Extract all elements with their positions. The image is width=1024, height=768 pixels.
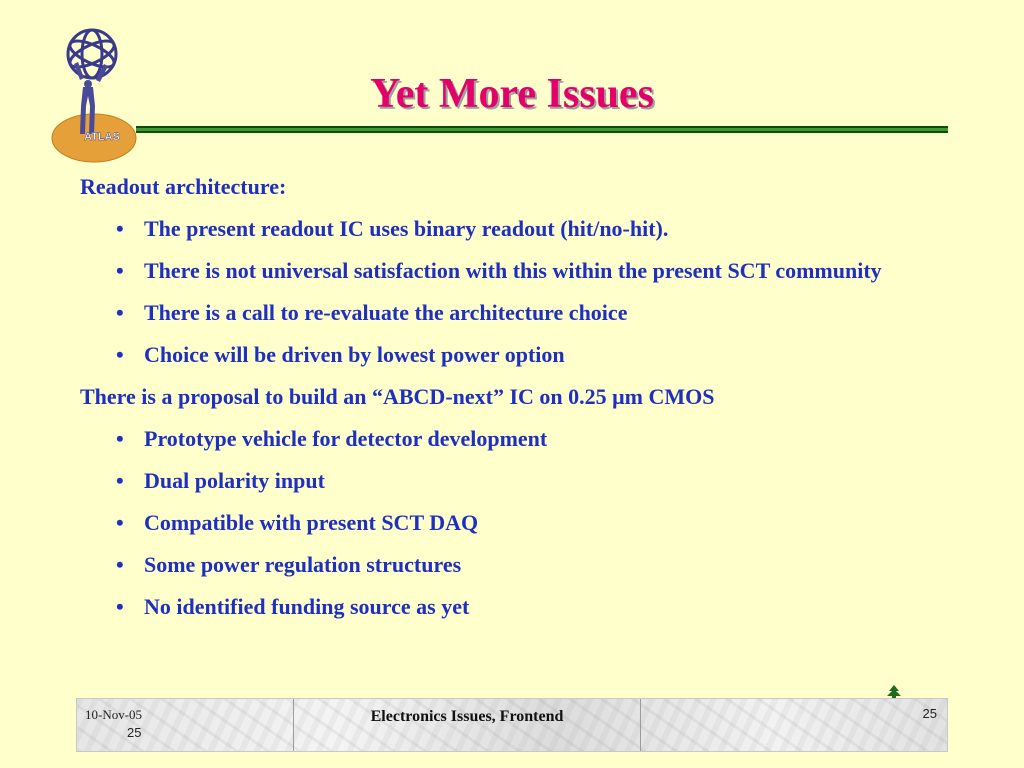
slide-title: Yet More Issues (370, 71, 654, 117)
bullet-icon: • (116, 510, 124, 535)
list-item: • Compatible with present SCT DAQ (116, 506, 960, 540)
list-item: • No identified funding source as yet (116, 590, 960, 624)
footer-center (293, 699, 641, 751)
footer-title: Electronics Issues, Frontend (370, 708, 564, 725)
bullet-icon: • (116, 300, 124, 325)
list-item: • The present readout IC uses binary readout (hit/no-hit). (116, 212, 960, 246)
list-item: • Dual polarity input (116, 464, 960, 498)
footer-slide-number-right: 25 (922, 706, 937, 721)
bullet-icon: • (116, 216, 124, 241)
bullet-icon: • (116, 468, 124, 493)
footer-slide-number-left: 25 (127, 725, 142, 740)
bullet-icon: • (116, 342, 124, 367)
title-divider (136, 126, 948, 133)
bullet-list-proposal (80, 422, 960, 624)
bullet-icon: • (116, 426, 124, 451)
list-item: • Some power regulation structures (116, 548, 960, 582)
bullet-icon: • (116, 552, 124, 577)
footer-date: 10-Nov-05 (85, 707, 143, 722)
list-item: • There is a call to re-evaluate the architecture choice (116, 296, 960, 330)
list-item: • Prototype vehicle for detector development (116, 422, 960, 456)
bullet-icon: • (116, 594, 124, 619)
section-heading-proposal: There is a proposal to build an “ABCD-next” IC on 0.25 μm CMOS (80, 384, 715, 409)
slide-footer (76, 698, 948, 752)
list-item: • Choice will be driven by lowest power option (116, 338, 960, 372)
atlas-logo-text: ATLAS (84, 131, 120, 143)
slide-content (80, 170, 960, 632)
bullet-list-readout (80, 212, 960, 372)
list-item: • There is not universal satisfaction with this within the present SCT community (116, 254, 960, 288)
section-heading-readout: Readout architecture: (80, 174, 287, 199)
bullet-icon: • (116, 258, 124, 283)
